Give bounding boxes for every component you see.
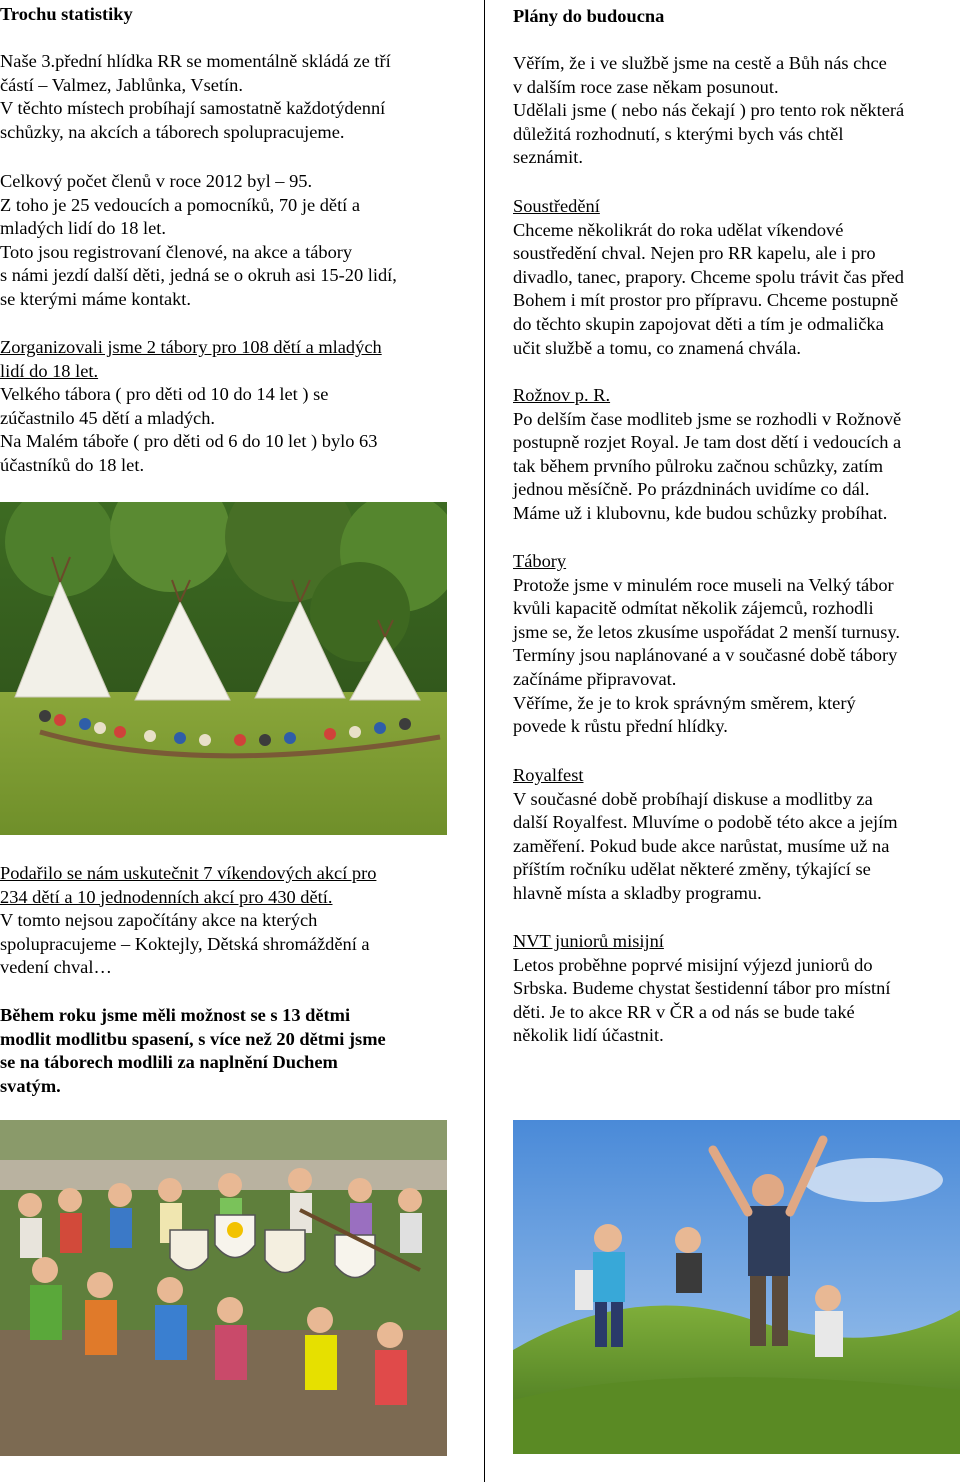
text-line: částí – Valmez, Jablůnka, Vsetín. xyxy=(0,74,243,95)
text-line: Podařilo se nám uskutečnit 7 víkendových akcí pro xyxy=(0,863,377,883)
jumping-kids-photo xyxy=(513,1120,960,1454)
text-line: Letos proběhne poprvé misijní výjezd juniorů do xyxy=(513,954,873,975)
plans-intro xyxy=(513,52,904,170)
text-line: příštím ročníku udělat některé změny, týkající se xyxy=(513,859,871,880)
section-nvt xyxy=(513,930,890,1048)
text-line: seznámit. xyxy=(513,147,583,168)
text-line: Celkový počet členů v roce 2012 byl – 95. xyxy=(0,171,313,191)
text-line: soustředění chval. Nejen pro RR kapelu, ale i pro xyxy=(513,243,876,264)
text-line: se kterými máme kontakt. xyxy=(0,288,192,309)
text-line: Věříme, že je to krok správným směrem, který xyxy=(513,692,856,713)
column-divider xyxy=(484,0,485,1482)
text-line: Zorganizovali jsme 2 tábory pro 108 dětí a mladých xyxy=(0,337,382,357)
section-title: Tábory xyxy=(513,551,567,571)
text-line: důležitá rozhodnutí, s kterými bych vás chtěl xyxy=(513,123,844,144)
text-line: děti. Je to akce RR v ČR a od nás se bude také xyxy=(513,1001,855,1022)
text-line: V současné době probíhají diskuse a modlitby za xyxy=(513,788,873,809)
prayer-paragraph xyxy=(0,1004,386,1098)
text-line: začínáme připravovat. xyxy=(513,668,677,689)
text-line: do těchto skupin zapojovat děti a tím je odmalička xyxy=(513,313,884,334)
text-line: další Royalfest. Mluvíme o podobě této akce a jejím xyxy=(513,812,898,833)
text-line: Velkého tábora ( pro děti od 10 do 14 let ) se xyxy=(0,384,329,405)
text-line: Na Malém táboře ( pro děti od 6 do 10 let ) bylo 63 xyxy=(0,431,378,452)
text-line: účastníků do 18 let. xyxy=(0,454,145,475)
text-line: zaměření. Pokud bude akce narůstat, musíme už na xyxy=(513,835,890,856)
text-line: Chceme několikrát do roka udělat víkendové xyxy=(513,219,844,240)
text-line: 234 dětí a 10 jednodenních akcí pro 430 dětí. xyxy=(0,886,333,907)
text-line: Věřím, že i ve službě jsme na cestě a Bůh nás chce xyxy=(513,53,887,73)
text-line: V těchto místech probíhají samostatně každotýdenní xyxy=(0,98,386,119)
text-line: Naše 3.přední hlídka RR se momentálně skládá ze tří xyxy=(0,51,391,71)
text-line: V tomto nejsou započítány akce na kterých xyxy=(0,910,318,931)
text-line: svatým. xyxy=(0,1075,61,1096)
text-line: v dalším roce zase někam posunout. xyxy=(513,76,779,97)
text-line: Z toho je 25 vedoucích a pomocníků, 70 je dětí a xyxy=(0,194,361,215)
text-line: Protože jsme v minulém roce museli na Velký tábor xyxy=(513,574,894,595)
text-line: mladých lidí do 18 let. xyxy=(0,218,167,239)
text-line: lidí do 18 let. xyxy=(0,360,99,381)
text-line: několik lidí účastnit. xyxy=(513,1025,664,1046)
section-title: Soustředění xyxy=(513,196,600,216)
text-line: Toto jsou registrovaní členové, na akce a tábory xyxy=(0,241,353,262)
text-line: postupně rozjet Royal. Je tam dost dětí i vedoucích a xyxy=(513,432,902,453)
section-soustredeni xyxy=(513,195,904,360)
text-line: schůzky, na akcích a táborech spolupracujeme. xyxy=(0,121,345,142)
text-line: jednou měsíčně. Po prázdninách uvidíme co dál. xyxy=(513,479,870,500)
text-line: Srbska. Budeme chystat šestidenní tábor pro místní xyxy=(513,978,891,999)
children-shields-photo xyxy=(0,1120,447,1456)
text-line: povede k růstu přední hlídky. xyxy=(513,716,728,737)
section-title: Royalfest xyxy=(513,765,584,785)
text-line: kvůli kapacitě odmítat několik zájemců, rozhodli xyxy=(513,598,874,619)
text-line: Termíny jsou naplánované a v současné době tábory xyxy=(513,645,898,666)
text-line: Bohem i mít prostor pro přípravu. Chceme postupně xyxy=(513,290,899,311)
text-line: modlit modlitbu spasení, s více než 20 dětmi jsme xyxy=(0,1028,386,1049)
camps-paragraph xyxy=(0,336,382,478)
section-roznov xyxy=(513,384,901,526)
text-line: jsme se, že letos zkusíme uspořádat 2 menší turnusy. xyxy=(513,621,900,642)
text-line: se na táborech modlili za naplnění Duchem xyxy=(0,1052,338,1073)
text-line: Máme už i klubovnu, kde budou schůzky probíhat. xyxy=(513,502,888,523)
text-line: s námi jezdí další děti, jedná se o okruh asi 15-20 lidí, xyxy=(0,265,397,286)
teepee-camp-photo xyxy=(0,502,447,835)
text-line: spolupracujeme – Koktejly, Dětská shromáždění a xyxy=(0,933,370,954)
section-title: NVT juniorů misijní xyxy=(513,931,664,951)
weekend-paragraph xyxy=(0,862,376,980)
text-line: Po delším čase modliteb jsme se rozhodli v Rožnově xyxy=(513,408,902,429)
section-tabory xyxy=(513,550,900,739)
text-line: zúčastnilo 45 dětí a mladých. xyxy=(0,407,216,428)
text-line: hlavně místa a skladby programu. xyxy=(513,882,762,903)
text-line: Během roku jsme měli možnost se s 13 dětmi xyxy=(0,1005,351,1025)
section-title: Rožnov p. R. xyxy=(513,385,611,405)
text-line: učit službě a tomu, co znamená chvála. xyxy=(513,337,802,358)
section-royalfest xyxy=(513,764,898,906)
text-line: vedení chval… xyxy=(0,957,112,978)
intro-paragraph xyxy=(0,50,391,144)
right-heading: Plány do budoucna xyxy=(513,6,665,26)
text-line: divadlo, tanec, prapory. Chceme spolu trávit čas před xyxy=(513,266,905,287)
text-line: tak během prvního půlroku začnou schůzky, zatím xyxy=(513,455,884,476)
left-heading: Trochu statistiky xyxy=(0,4,133,24)
text-line: Udělali jsme ( nebo nás čekají ) pro tento rok některá xyxy=(513,100,905,121)
members-paragraph xyxy=(0,170,397,312)
